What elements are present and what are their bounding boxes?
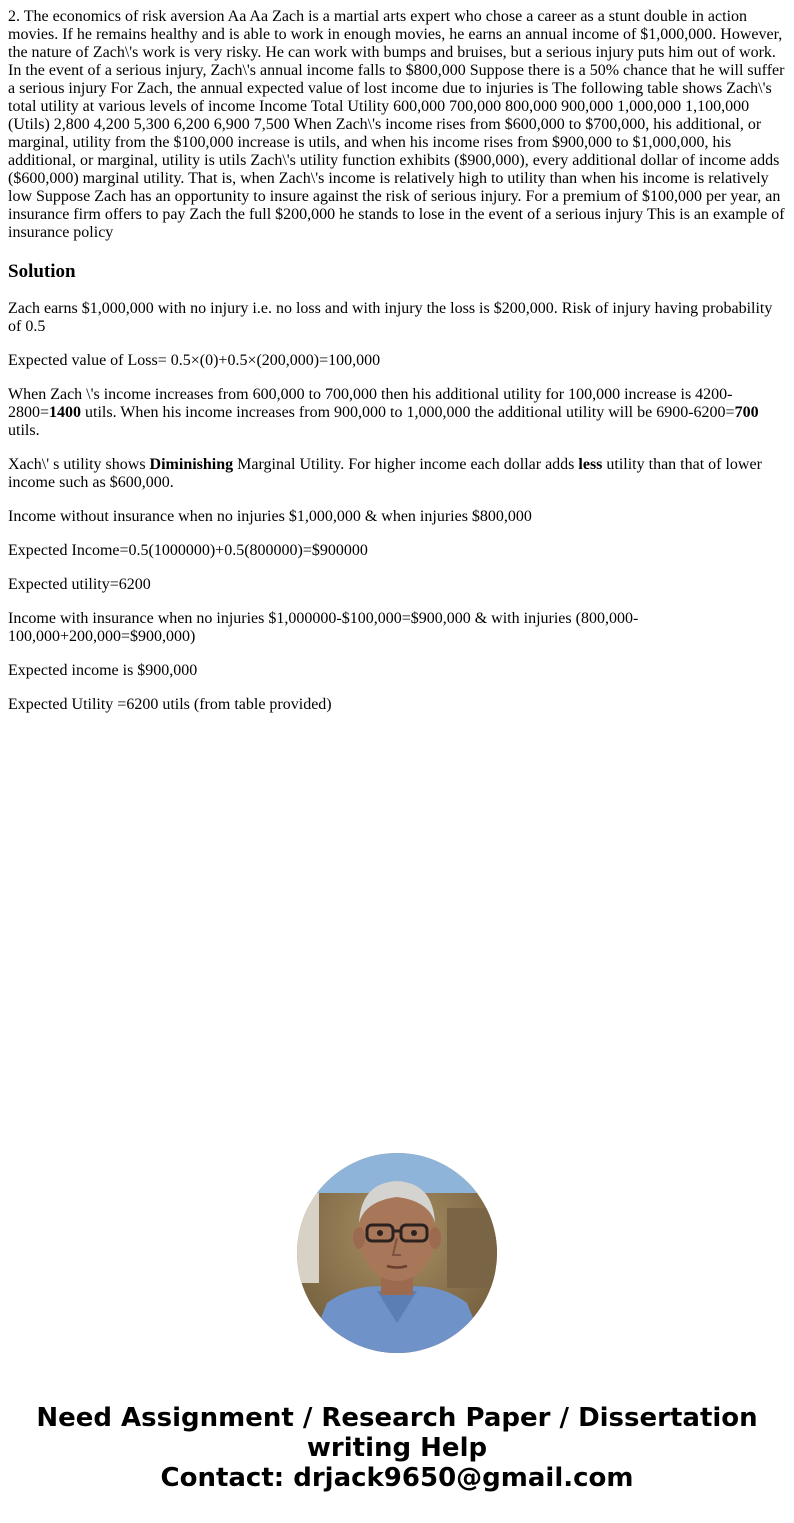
p3-text-c: utils. When his income increases from 900,000 to 1,000,000 the additional utility will be 6900-6200= (81, 404, 735, 421)
p4-text-c: Marginal Utility. For higher income each dollar adds (233, 456, 579, 473)
p3-text-e: utils. (8, 422, 40, 439)
solution-paragraph-9: Expected income is $900,000 (8, 662, 198, 679)
solution-paragraph-8: Income with insurance when no injuries $1,000000-$100,000=$900,000 & with injuries (800,000-100,000+200,000=$900,000) (8, 610, 639, 645)
solution-heading: Solution (8, 261, 76, 282)
solution-paragraph-3 (8, 386, 786, 440)
footer-promo (0, 1403, 794, 1493)
p4-bold-diminishing: Diminishing (149, 456, 234, 473)
footer-line-2: Contact: drjack9650@gmail.com (160, 1463, 634, 1493)
solution-paragraph-1: Zach earns $1,000,000 with no injury i.e. no loss and with injury the loss is $200,000. Risk of injury having probability of 0.5 (8, 300, 773, 335)
solution-paragraph-2: Expected value of Loss= 0.5×(0)+0.5×(200,000)=100,000 (8, 352, 381, 369)
question-text: 2. The economics of risk aversion Aa Aa Zach is a martial arts expert who chose a career as a stunt double in action movies. If he remains healthy and is able to work in enough movies, he earns an annual income of $1,000,000. However, the nature of Zach\'s work is very risky. He can work with bumps and bruises, but a serious injury puts him out of work. In the event of a serious injury, Zach\'s annual income falls to $800,000 Suppose there is a 50% chance that he will suffer a serious injury For Zach, the annual expected value of lost income due to injuries is The following table shows Zach\'s total utility at various levels of income Income Total Utility 600,000 700,000 800,000 900,000 1,000,000 1,100,000 (Utils) 2,800 4,200 5,300 6,200 6,900 7,500 When Zach\'s income rises from $600,000 to $700,000, his additional, or marginal, utility from the $100,000 increase is utils, and when his income rises from $900,000 to $1,000,000, his additional, or marginal, utility is utils Zach\'s utility function exhibits ($900,000), every additional dollar of income adds ($600,000) marginal utility. That is, when Zach\'s income is relatively high to utility than when his income is relatively low Suppose Zach has an opportunity to insure against the risk of serious injury. For a premium of $100,000 per year, an insurance firm offers to pay Zach the full $200,000 he stands to lose in the event of a serious injury This is an example of insurance policy (8, 8, 785, 241)
p3-bold-700: 700 (734, 404, 759, 421)
p4-bold-less: less (578, 456, 603, 473)
footer-line-1: Need Assignment / Research Paper / Dissertation writing Help (36, 1403, 758, 1463)
p3-text-a: When Zach \'s income increases from 600,000 to 700,000 then his additional utility for 100,000 increase is 4200-2800= (8, 386, 733, 421)
solution-paragraph-4 (8, 456, 786, 492)
person-portrait-icon (297, 1153, 497, 1353)
document-content (8, 8, 786, 714)
solution-paragraph-7: Expected utility=6200 (8, 576, 151, 593)
solution-body (8, 300, 786, 714)
p4-text-a: Xach\' s utility shows (8, 456, 150, 473)
p3-bold-1400: 1400 (49, 404, 82, 421)
solution-paragraph-5: Income without insurance when no injuries $1,000,000 & when injuries $800,000 (8, 508, 532, 525)
solution-paragraph-10: Expected Utility =6200 utils (from table provided) (8, 696, 332, 713)
avatar-photo (297, 1153, 497, 1353)
solution-paragraph-6: Expected Income=0.5(1000000)+0.5(800000)=$900000 (8, 542, 368, 559)
p4-text-e: utility than that of lower income such as $600,000. (8, 456, 762, 491)
